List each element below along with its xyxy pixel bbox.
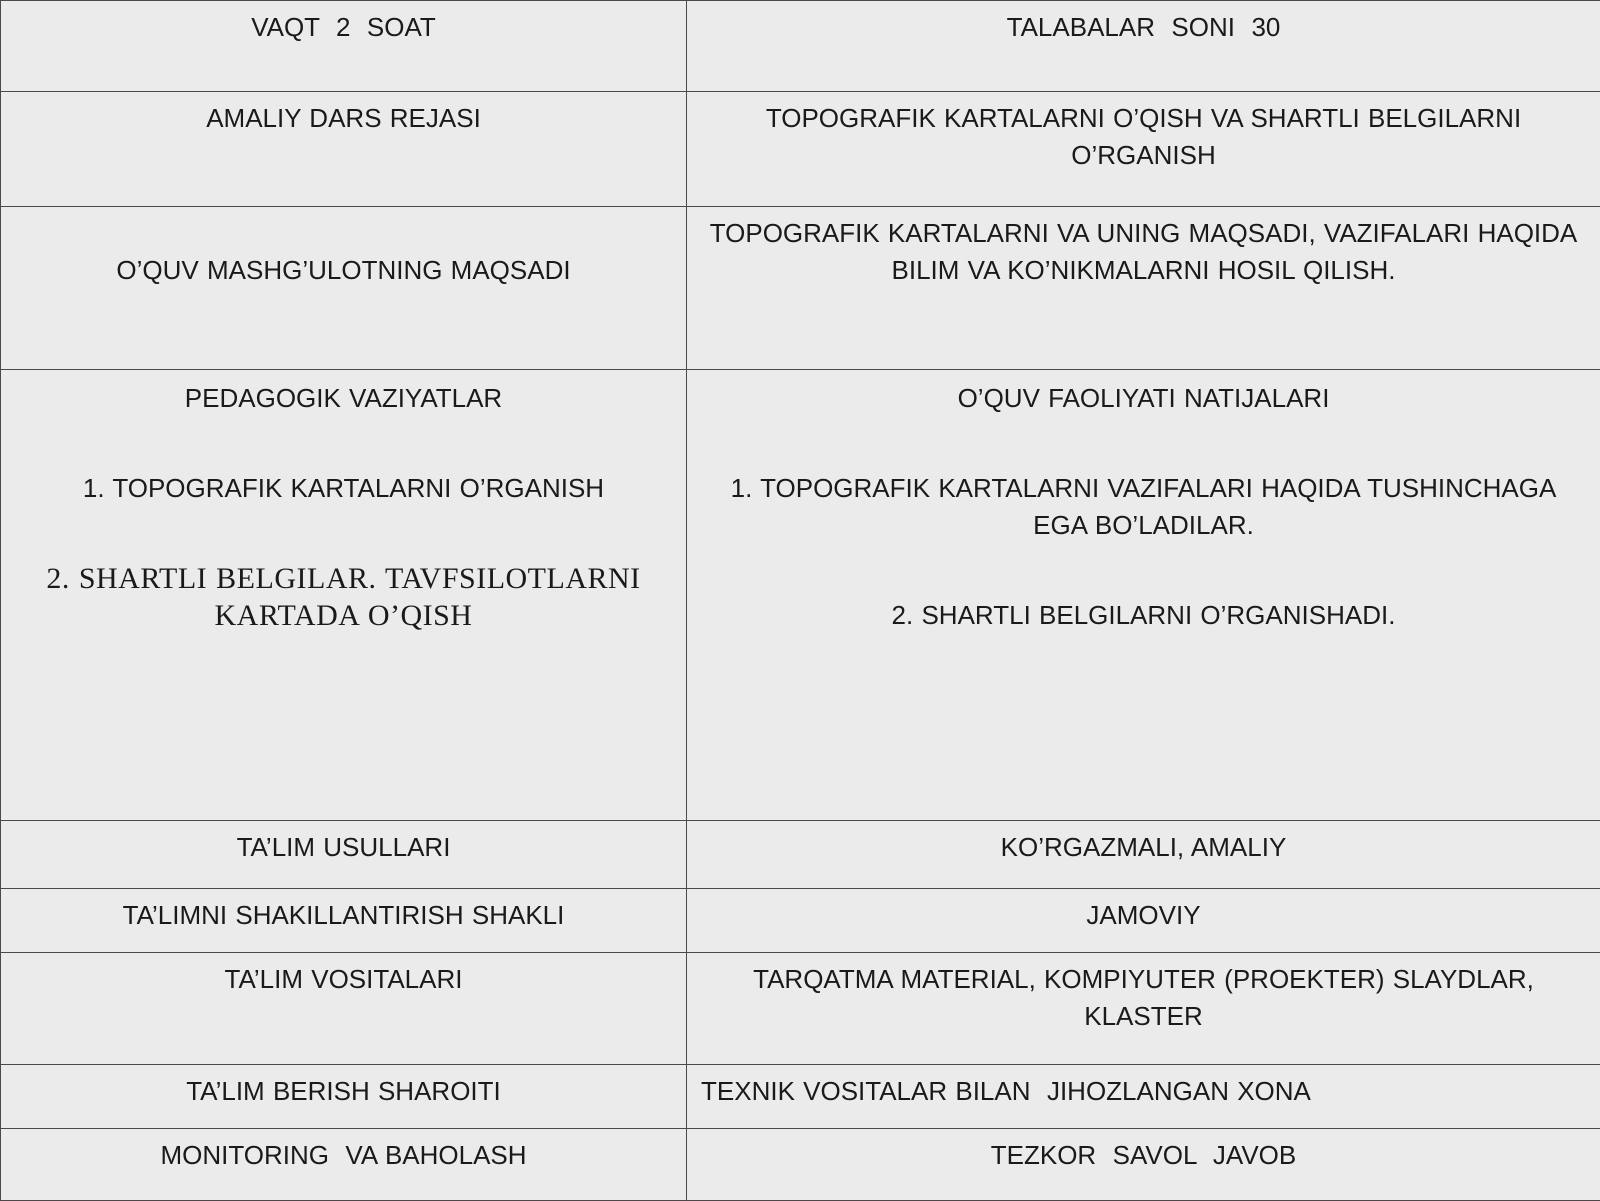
teaching-tools-label: TA’LIM VOSITALARI — [1, 953, 687, 1065]
table-row — [1, 92, 1600, 207]
table-row — [1, 953, 1600, 1065]
pedagogical-situation-item: 1. TOPOGRAFIK KARTALARNI O’RGANISH — [39, 470, 648, 507]
lesson-plan-label: AMALIY DARS REJASI — [1, 92, 687, 207]
teaching-methods-label: TA’LIM USULLARI — [1, 821, 687, 889]
teaching-methods-cell: KO’RGAZMALI, AMALIY — [687, 821, 1600, 889]
teaching-conditions-label: TA’LIM BERISH SHAROITI — [1, 1065, 687, 1129]
monitoring-cell: TEZKOR SAVOL JAVOB — [687, 1129, 1600, 1201]
monitoring-label: MONITORING VA BAHOLASH — [1, 1129, 687, 1201]
table-row — [1, 207, 1600, 370]
pedagogical-situations-cell — [1, 370, 687, 821]
lesson-topic-cell: TOPOGRAFIK KARTALARNI O’QISH VA SHARTLI BELGILARNI O’RGANISH — [687, 92, 1600, 207]
teaching-form-label: TA’LIMNI SHAKILLANTIRISH SHAKLI — [1, 889, 687, 953]
learning-outcomes-cell — [687, 370, 1600, 821]
time-cell: VAQT 2 SOAT — [1, 1, 687, 92]
teaching-tools-cell: TARQATMA MATERIAL, KOMPIYUTER (PROEKTER) SLAYDLAR, KLASTER — [687, 953, 1600, 1065]
lesson-goal-label: O’QUV MASHG’ULOTNING MAQSADI — [1, 207, 687, 370]
table-row — [1, 821, 1600, 889]
table-row — [1, 1065, 1600, 1129]
teaching-form-cell: JAMOVIY — [687, 889, 1600, 953]
learning-outcomes-heading: O’QUV FAOLIYATI NATIJALARI — [723, 380, 1564, 417]
table-row — [1, 1, 1600, 92]
students-count-cell: TALABALAR SONI 30 — [687, 1, 1600, 92]
teaching-conditions-cell: TEXNIK VOSITALAR BILAN JIHOZLANGAN XONA — [687, 1065, 1600, 1129]
learning-outcome-item: 1. TOPOGRAFIK KARTALARNI VAZIFALARI HAQIDA TUSHINCHAGA EGA BO’LADILAR. — [723, 470, 1564, 544]
pedagogical-situation-item: 2. SHARTLI BELGILAR. TAVFSILOTLARNI KARTADA O’QISH — [39, 560, 648, 634]
lesson-goal-cell: TOPOGRAFIK KARTALARNI VA UNING MAQSADI, VAZIFALARI HAQIDA BILIM VA KO’NIKMALARNI HOSIL QILISH. — [687, 207, 1600, 370]
learning-outcome-item: 2. SHARTLI BELGILARNI O’RGANISHADI. — [723, 597, 1564, 634]
pedagogical-situations-heading: PEDAGOGIK VAZIYATLAR — [39, 380, 648, 417]
table-row — [1, 1129, 1600, 1201]
table-row — [1, 889, 1600, 953]
table-row — [1, 370, 1600, 821]
